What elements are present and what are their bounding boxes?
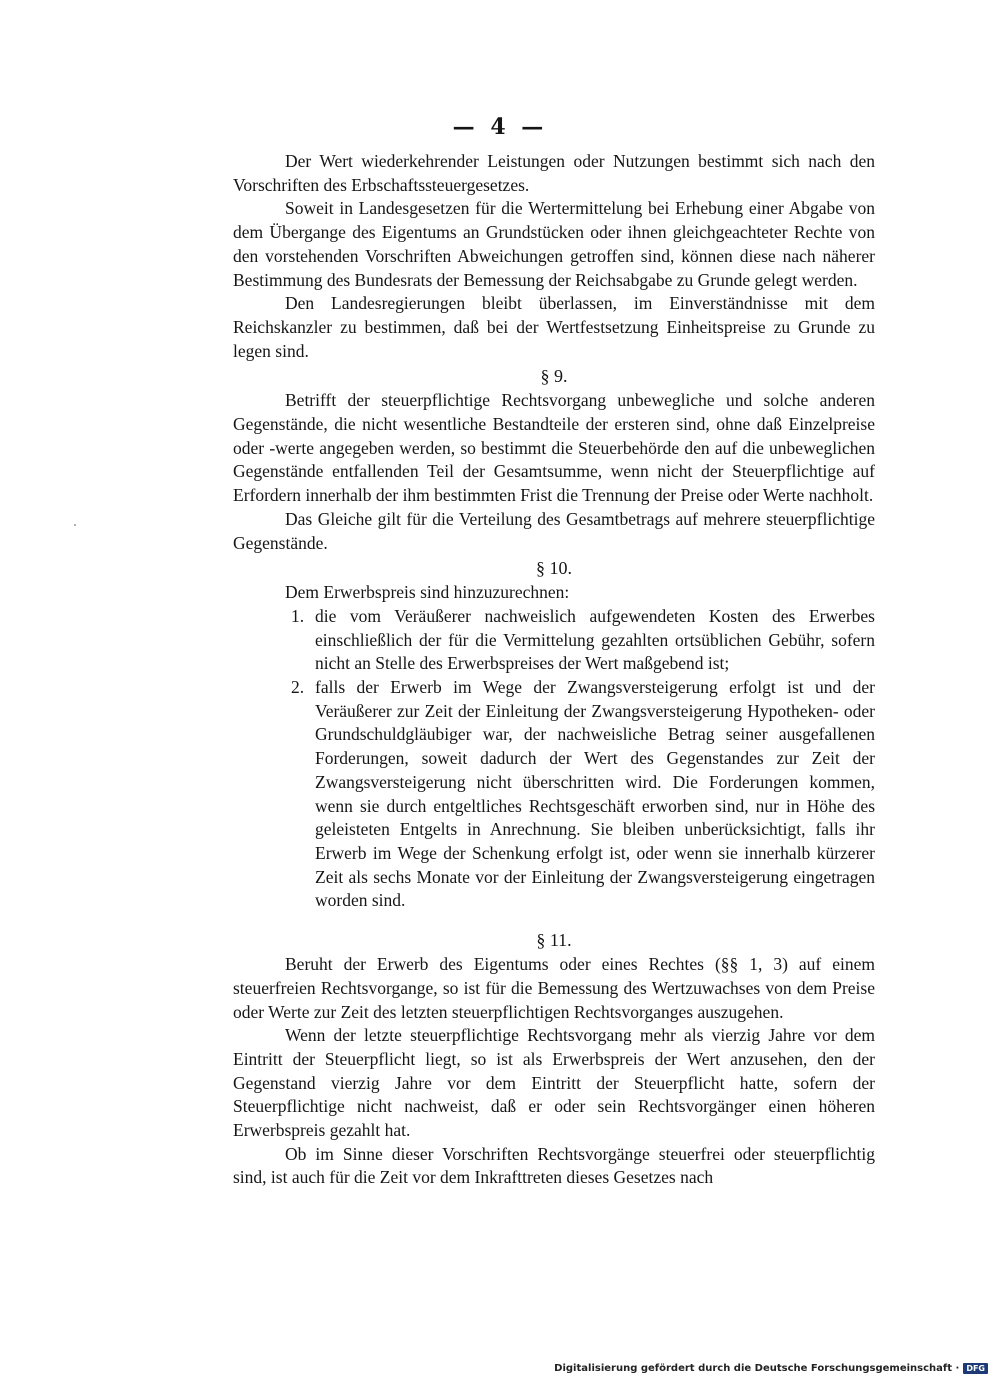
list-item	[233, 605, 875, 676]
paragraph: Der Wert wiederkehrender Leistungen oder Nutzungen bestimmt sich nach den Vorschriften des Erbschaftssteuergesetzes.	[233, 151, 875, 195]
section-heading-9: § 9.	[540, 366, 568, 387]
paragraph: Ob im Sinne dieser Vorschriften Rechtsvorgänge steuerfrei oder steuerpflichtig sind, ist auch für die Zeit vor dem Inkrafttreten dieses Gesetzes nach	[233, 1143, 875, 1188]
page-number: — 4 —	[452, 114, 548, 140]
paragraph: Soweit in Landesgesetzen für die Wertermittelung bei Erhebung einer Abgabe von dem Übergange des Eigentums an Grundstücken oder ihnen gleichgeachteter Rechte von den vorstehenden Vorschriften Abweichungen getroffen sind, können diese nach näherer Bestimmung des Bundesrats der Bemessung der Reichsabgabe zu Grunde gelegt werden.	[233, 198, 875, 290]
list-item-text: falls der Erwerb im Wege der Zwangsversteigerung erfolgt ist und der Veräußerer zur Zeit der Einleitung der Zwangsversteigerung Hypotheken- oder Grundschuldgläubiger war, der nachweisliche Betrag seiner ausgefallenen Forderungen, soweit dadurch der Wert des Gegenstandes zur Zeit der Zwangsversteigerung nicht überschritten wird. Die Forderungen kommen, wenn sie durch entgeltliches Rechtsgeschäft erworben sind, nur in Höhe des geleisteten Entgelts in Anrechnung. Sie bleiben unberücksichtigt, falls ihr Erwerb im Wege der Schenkung erfolgt ist, oder wenn sie innerhalb kürzerer Zeit als sechs Monate vor der Einleitung der Zwangsversteigerung eingetragen worden sind.	[315, 677, 875, 911]
section-heading-11: § 11.	[536, 930, 572, 951]
paragraph: Wenn der letzte steuerpflichtige Rechtsvorgang mehr als vierzig Jahre vor dem Eintritt der Steuerpflicht liegt, so ist als Erwerbspreis der Wert anzusehen, den der Gegenstand vierzig Jahre vor dem Eintritt der Steuerpflicht hatte, sofern der Steuerpflichtige nicht nachweist, daß er oder sein Rechtsvorgänger einen höheren Erwerbspreis gezahlt hat.	[233, 1025, 875, 1141]
scan-speck	[74, 524, 76, 526]
footer-text: Digitalisierung gefördert durch die Deutsche Forschungsgemeinschaft ·	[554, 1363, 960, 1374]
digitization-footer	[554, 1363, 988, 1374]
section-heading-10: § 10.	[536, 558, 572, 579]
spacer	[233, 913, 875, 927]
dfg-logo-icon: DFG	[963, 1363, 988, 1374]
list-item	[233, 676, 875, 913]
paragraph: Betrifft der steuerpflichtige Rechtsvorgang unbewegliche und solche anderen Gegenstände, die nicht wesentliche Bestandteile der ersteren sind, ohne daß Einzelpreise oder -werte angegeben werden, so bestimmt die Steuerbehörde den auf die unbeweglichen Gegenstände entfallenden Teil der Gesamtsumme, wenn nicht der Steuerpflichtige auf Erfordern innerhalb der ihm bestimmten Frist die Trennung der Preise oder Werte nachholt.	[233, 390, 875, 506]
paragraph: Dem Erwerbspreis sind hinzuzurechnen:	[285, 582, 570, 603]
list-item-number: 2.	[291, 677, 305, 698]
paragraph: Den Landesregierungen bleibt überlassen, im Einverständnisse mit dem Reichskanzler zu bestimmen, daß bei der Wertfestsetzung Einheitspreise zu Grunde zu legen sind.	[233, 293, 875, 361]
list-item-number: 1.	[291, 605, 305, 626]
paragraph: Das Gleiche gilt für die Verteilung des Gesamtbetrags auf mehrere steuerpflichtige Gegenstände.	[233, 508, 875, 553]
paragraph: Beruht der Erwerb des Eigentums oder eines Rechtes (§§ 1, 3) auf einem steuerfreien Rechtsvorgange, so ist für die Bemessung des Wertzuwachses von dem Preise oder Werte zur Zeit des letzten steuerpflichtigen Rechtsvorganges auszugehen.	[233, 954, 875, 1022]
body-text	[233, 150, 875, 1190]
list-item-text: die vom Veräußerer nachweislich aufgewendeten Kosten des Erwerbes einschließlich der für die Vermittelung gezahlten ortsüblichen Gebühr, sofern nicht an Stelle des Erwerbspreises der Wert maßgebend ist;	[315, 605, 875, 674]
